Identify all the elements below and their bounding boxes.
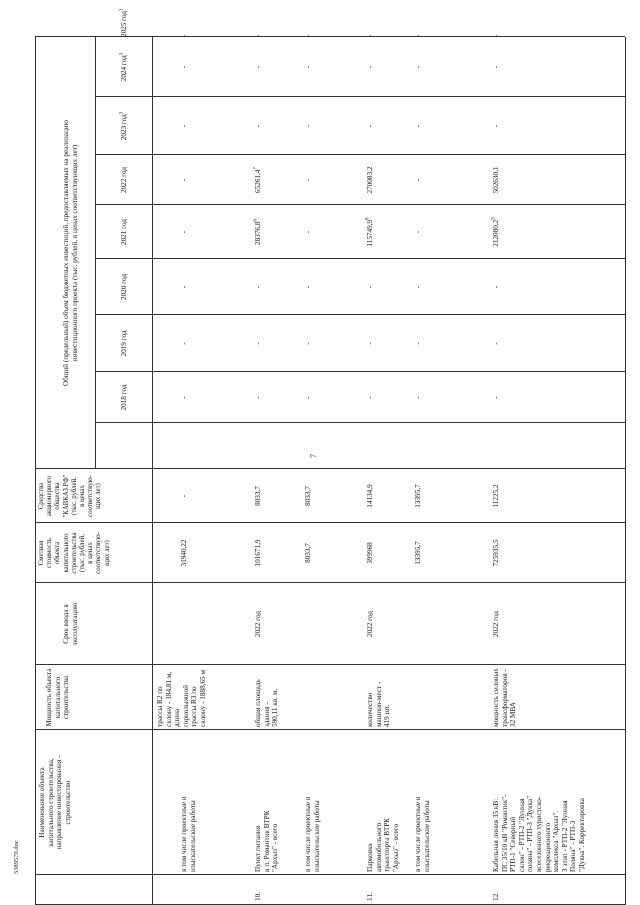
column-border [35, 874, 625, 875]
column-border [35, 729, 625, 730]
row-year-value-value: - [180, 285, 188, 289]
row-year-value [304, 97, 313, 155]
column-border [95, 96, 625, 97]
row-year-value [254, 35, 263, 37]
row-year-value-footnote: 9 [491, 217, 497, 220]
row-name: в том числе проектные и изыскательские работы [414, 796, 431, 872]
row-year-value [304, 34, 313, 97]
row-name: в том числе проектные и изыскательские работы [304, 796, 321, 872]
row-year-value [414, 205, 423, 259]
row-year-value [254, 155, 263, 205]
row-number: 10. [254, 892, 262, 901]
row-year-value [254, 34, 263, 97]
column-border [35, 522, 625, 523]
row-year-value-value: - [254, 65, 262, 69]
row-year-value-footnote: 8 [365, 217, 371, 220]
row-number: 11. [366, 892, 374, 901]
row-capacity: общая площадь здания - 590,11 кв. м. [254, 679, 280, 727]
row-year-value-value: - [492, 65, 500, 69]
row-year-value-value: 28376,8 [254, 221, 262, 245]
header-year [120, 155, 129, 205]
row-year-value-footnote: 6 [253, 219, 259, 222]
row-year-value-value: - [180, 230, 188, 234]
row-estimated-cost: 101671,9 [254, 539, 262, 567]
row-year-value-value: - [254, 34, 262, 37]
header-capacity: Мощность объекта капитального строительства [45, 668, 71, 727]
row-year-value [366, 372, 375, 423]
row-year-value-value: - [180, 65, 188, 69]
row-year-value [414, 35, 423, 37]
row-year-value-value: - [414, 65, 422, 69]
row-estimated-cost: 725935,5 [492, 539, 500, 567]
row-year-value-value: - [366, 124, 374, 128]
row-deadline: 2022 год [366, 611, 374, 637]
row-year-value-value: - [366, 65, 374, 69]
row-year-value [414, 155, 423, 205]
row-year-value [254, 205, 263, 259]
row-year-value-value: 65261,4 [254, 169, 262, 193]
row-year-value-value: - [180, 342, 188, 345]
header-budget-group: Общий (предельный) объем бюджетных инвестиций, предоставляемых на реализацию инвестиционного проекта (тыс. рублей, в ценах соответствующих лет) [62, 119, 79, 387]
row-year-value [414, 34, 423, 97]
row-year-value [492, 97, 501, 155]
row-year-value [180, 259, 189, 315]
header-estimated-cost: Сметная стоимость объекта капитального строительства (тыс. рублей, в ценах соответствую- щих лет) [38, 532, 111, 574]
header-year-footnote: 3 [119, 52, 125, 56]
row-capacity: мощность силовых трансформаторов - 32 МВА [492, 668, 518, 727]
header-year [120, 37, 129, 97]
row-capacity: количество машино-мест - 419 шт. [366, 681, 392, 727]
row-year-value-value: - [366, 396, 374, 399]
row-year-value-value: - [304, 285, 312, 289]
row-year-value [304, 259, 313, 315]
row-company-funds: 8033,7 [304, 486, 312, 506]
row-year-value [304, 155, 313, 205]
row-estimated-cost: 399968 [366, 542, 374, 564]
row-year-value-value: - [304, 396, 312, 399]
column-border [95, 258, 625, 259]
row-capacity: трассы R2 по склону - 184,81 м, длина горнолыжной трассы R3 по склону - 1888,65 м [156, 670, 207, 727]
header-year-value: 2025 год [120, 11, 128, 37]
row-year-value [366, 35, 375, 37]
row-year-value [304, 205, 313, 259]
row-year-value [254, 372, 263, 423]
row-year-value [492, 34, 501, 97]
row-year-value [414, 97, 423, 155]
row-year-value [366, 155, 375, 205]
years-group-divider [95, 37, 96, 469]
row-year-value-value: 270083,2 [366, 166, 374, 194]
row-number: 12. [492, 892, 500, 901]
row-company-funds: 8033,7 [254, 486, 262, 506]
column-border [95, 314, 625, 315]
row-year-value [366, 34, 375, 97]
row-year-value-value: - [366, 342, 374, 345]
row-year-value-value: - [254, 124, 262, 128]
header-year-value: 2018 год [120, 384, 128, 411]
header-year [120, 97, 129, 155]
row-year-value [366, 205, 375, 259]
row-year-value-value: - [492, 396, 500, 399]
row-year-value-value: - [304, 65, 312, 69]
row-year-value-value: - [254, 285, 262, 289]
row-year-value-value: - [414, 34, 422, 37]
row-year-value [254, 259, 263, 315]
row-year-value [180, 155, 189, 205]
row-year-value [180, 372, 189, 423]
row-year-value-value: - [366, 34, 374, 37]
row-name: Пункт питания в п. Романтик ВТРК "Архыз" - всего [254, 810, 280, 872]
row-year-value-value: - [254, 342, 262, 345]
row-year-value [254, 97, 263, 155]
column-border [95, 204, 625, 205]
header-year [120, 9, 129, 37]
row-name: в том числе проектные и изыскательские работы [180, 796, 197, 872]
page-number: 7 [309, 454, 318, 458]
table-bottom-border [625, 37, 626, 905]
row-year-value-value: 212080,2 [492, 219, 500, 247]
header-year-footnote: 3 [119, 8, 125, 12]
header-year [120, 372, 129, 423]
row-year-value [180, 34, 189, 97]
row-deadline: 2022 год [254, 611, 262, 637]
row-year-value [492, 155, 501, 205]
column-border [95, 422, 625, 423]
row-year-value-value: - [304, 124, 312, 128]
column-border [35, 468, 625, 469]
header-year-footnote: 3 [119, 111, 125, 115]
row-company-funds: - [180, 494, 188, 498]
row-year-value-value: - [180, 396, 188, 399]
column-border [35, 664, 625, 665]
header-year-value: 2019 год [120, 330, 128, 357]
row-year-value-value: - [414, 178, 422, 182]
row-year-value [180, 35, 189, 37]
header-name: Наименование объекта капитального строительства, направление инвестирования - строительство [38, 755, 72, 850]
header-year-value: 2020 год [120, 274, 128, 300]
row-year-value [304, 35, 313, 37]
row-year-value [492, 315, 501, 372]
row-year-value-value: - [254, 396, 262, 399]
column-border [95, 371, 625, 372]
row-year-value [414, 315, 423, 372]
row-year-value [492, 205, 501, 259]
row-name: Кабельная линия 35 кВ: ПС 35/10 кВ "Романтик"- РТП-1 "Северный склон" - РТП-2 "Лунная поляна" - РТП-3 "Дукка" всесезонного туристско- рекреационного комплекса "Архыз". 3 этап - РТП-2 "Лунная Поляна" - РТП-3 "Дукка". Корректировка [492, 794, 586, 872]
row-name: Парковка автомобильного транспорта ВТРК "Архыз" - всего [366, 817, 400, 872]
row-year-value [304, 372, 313, 423]
header-deadline: Срок ввода в эксплуатацию [62, 602, 79, 646]
row-year-value [254, 315, 263, 372]
row-year-value-value: 502630,1 [492, 166, 500, 194]
row-estimated-cost: 31940,22 [180, 539, 188, 567]
row-year-value [180, 205, 189, 259]
row-year-value [366, 315, 375, 372]
row-year-value-value: - [492, 342, 500, 345]
row-company-funds: 11225,2 [492, 484, 500, 508]
row-year-value [180, 97, 189, 155]
row-estimated-cost: 8033,7 [304, 543, 312, 563]
column-border [95, 154, 625, 155]
row-year-value-value: - [414, 342, 422, 345]
row-year-value-value: - [414, 124, 422, 128]
row-year-value-value: 115749,9 [366, 219, 374, 247]
row-year-value-value: - [414, 285, 422, 289]
row-year-value [304, 315, 313, 372]
row-year-value [492, 259, 501, 315]
header-year-value: 2024 год [120, 55, 128, 82]
row-company-funds: 13395,7 [414, 484, 422, 508]
row-year-value [492, 372, 501, 423]
row-year-value [180, 315, 189, 372]
row-year-value-value: - [304, 342, 312, 345]
row-year-value-value: - [492, 34, 500, 37]
row-year-value [366, 259, 375, 315]
header-year-value: 2022 год [120, 167, 128, 193]
row-year-value-value: - [304, 34, 312, 37]
footer-filename: 5389570.doc [13, 840, 20, 874]
row-company-funds: 14134,9 [366, 484, 374, 508]
row-year-value [492, 35, 501, 37]
row-year-value [414, 372, 423, 423]
row-year-value-value: - [414, 230, 422, 234]
header-year [120, 315, 129, 372]
row-year-value-value: - [304, 230, 312, 234]
header-year [120, 205, 129, 259]
row-year-value [366, 97, 375, 155]
row-year-value-value: - [304, 178, 312, 182]
row-year-value [414, 259, 423, 315]
row-year-value-value: - [180, 34, 188, 37]
header-bottom-border [152, 37, 153, 905]
header-year-value: 2021 год [120, 219, 128, 245]
row-year-value-value: - [180, 178, 188, 182]
column-border [35, 582, 625, 583]
row-year-value-footnote: 7 [253, 167, 259, 170]
header-year-value: 2023 год [120, 114, 128, 141]
header-year [120, 259, 129, 315]
row-year-value-value: - [492, 285, 500, 289]
row-deadline: 2022 год [492, 611, 500, 637]
row-year-value-value: - [492, 124, 500, 128]
table-top-border [35, 37, 36, 905]
row-year-value-value: - [366, 285, 374, 289]
row-year-value-value: - [414, 396, 422, 399]
header-company-funds: Средства акционерного общества "КАВКАЗ.РФ" (тыс. рублей, в ценах соответствую- щих лет) [38, 474, 103, 518]
row-estimated-cost: 13395,7 [414, 541, 422, 565]
row-year-value-value: - [180, 124, 188, 128]
